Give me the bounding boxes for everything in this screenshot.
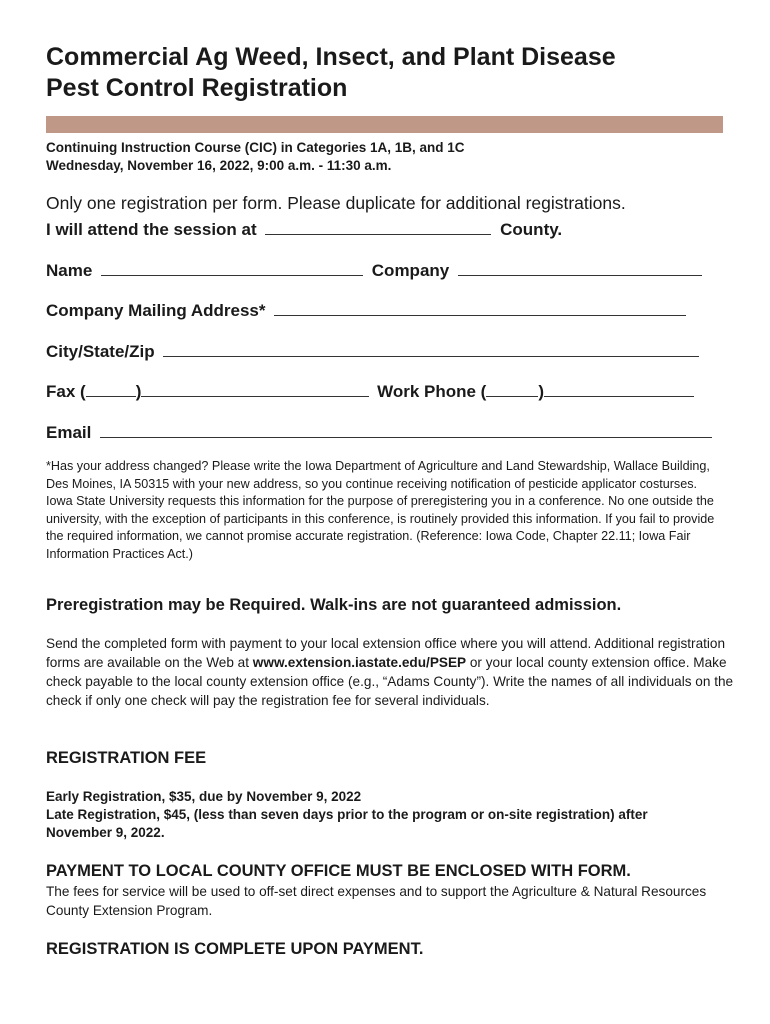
fax-close: ) [135,382,142,401]
attend-label: I will attend the session at [46,220,257,239]
email-label: Email [46,423,92,442]
registration-form [46,42,726,214]
fax-area-input[interactable] [86,380,136,397]
mailing-input[interactable] [274,299,686,316]
payment-text: The fees for service will be used to off-set direct expenses and to support the Agriculture & Natural Resources County Extension Program. [46,884,707,918]
send-text-a: Send the completed form with payment to your local extension office where you will attend. Additional registration forms are available on the Web at [46,636,726,670]
attend-field-row [46,218,562,240]
fee-details [46,788,676,842]
work-phone-label: Work Phone ( [377,382,487,401]
complete-notice: REGISTRATION IS COMPLETE UPON PAYMENT. [46,940,424,958]
address-note: *Has your address changed? Please write the Iowa Department of Agriculture and Land Stewardship, Wallace Building, Des Moines, IA 50315 with your new address, so you continue receiving notification of pesticide applicator costurses. Iowa State University requests this information for the purpose of preregistering you in a conference. No one outside the university, with the exception of participants in this conference, is routinely provided this information. If you fail to provide the required information, we cannot promise accurate registration. (Reference: Iowa Code, Chapter 22.11; Iowa Fair Information Practices Act.) [46,459,715,561]
course-info [46,139,726,175]
city-label: City/State/Zip [46,342,155,361]
phone-row [46,380,694,402]
name-input[interactable] [101,259,363,276]
company-label: Company [371,261,450,280]
company-input[interactable] [458,259,702,276]
title-line-2: Pest Control Registration [46,74,348,102]
course-categories: Continuing Instruction Course (CIC) in Categories 1A, 1B, and 1C [46,140,465,155]
title-line-1: Commercial Ag Weed, Insect, and Plant Disease [46,43,616,71]
city-row [46,340,703,362]
early-fee: Early Registration, $35, due by November 9, 2022 [46,789,362,804]
work-close: ) [538,382,545,401]
send-instructions [46,634,740,710]
work-area-input[interactable] [486,380,538,397]
intro-text: Only one registration per form. Please duplicate for additional registrations. [46,193,626,213]
prereg-heading: Preregistration may be Required. Walk-ins are not guaranteed admission. [46,596,622,614]
page-title [46,42,726,104]
email-input[interactable] [100,421,712,438]
fax-input[interactable] [141,380,369,397]
send-text-b: or your local county extension office. Make check payable to the local county extension office (e.g., “Adams County”). Write the names of all individuals on the check if only one check will pay the registration fee for several individuals. [46,655,734,708]
title-rule [46,116,723,133]
web-link[interactable]: www.extension.iastate.edu/PSEP [252,655,467,670]
fax-label: Fax ( [46,382,86,401]
name-company-row [46,259,706,281]
county-suffix: County. [500,220,563,239]
email-row [46,421,716,443]
payment-heading: PAYMENT TO LOCAL COUNTY OFFICE MUST BE ENCLOSED WITH FORM. [46,862,631,880]
mailing-row [46,299,690,321]
city-input[interactable] [163,340,699,357]
mailing-label: Company Mailing Address* [46,301,266,320]
county-input[interactable] [265,218,491,235]
course-date: Wednesday, November 16, 2022, 9:00 a.m. - 11:30 a.m. [46,158,392,173]
late-fee: Late Registration, $45, (less than seven days prior to the program or on-site registration) after November 9, 2022. [46,807,648,840]
name-label: Name [46,261,93,280]
fee-heading: REGISTRATION FEE [46,749,207,767]
work-phone-input[interactable] [544,380,694,397]
